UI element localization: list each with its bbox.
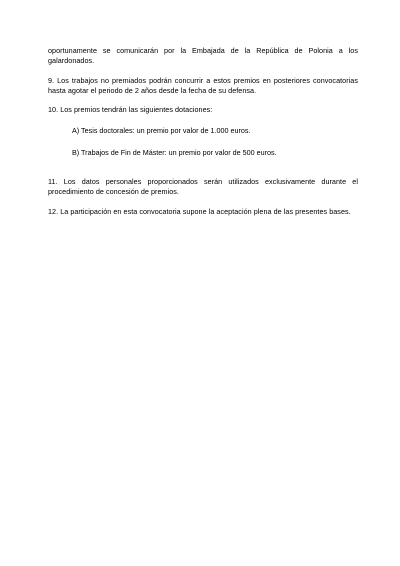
paragraph-9: 9. Los trabajos no premiados podrán concurrir a estos premios en posteriores convocatorias hasta agotar el periodo de 2 años desde la fecha de su defensa. <box>48 75 358 95</box>
paragraph-10: 10. Los premios tendrán las siguientes dotaciones: <box>48 105 213 115</box>
paragraph-12: 12. La participación en esta convocatoria supone la aceptación plena de las presentes bases. <box>48 206 351 216</box>
prize-item-master: B) Trabajos de Fin de Máster: un premio por valor de 500 euros. <box>72 147 277 157</box>
prize-list <box>72 126 358 158</box>
paragraph-11: 11. Los datos personales proporcionados serán utilizados exclusivamente durante el procedimiento de concesión de premios. <box>48 177 358 197</box>
prize-item-doctoral: A) Tesis doctorales: un premio por valor de 1.000 euros. <box>72 126 251 136</box>
document-page <box>48 46 358 217</box>
paragraph-continuation: oportunamente se comunicarán por la Embajada de la República de Polonia a los galardonados. <box>48 46 358 66</box>
